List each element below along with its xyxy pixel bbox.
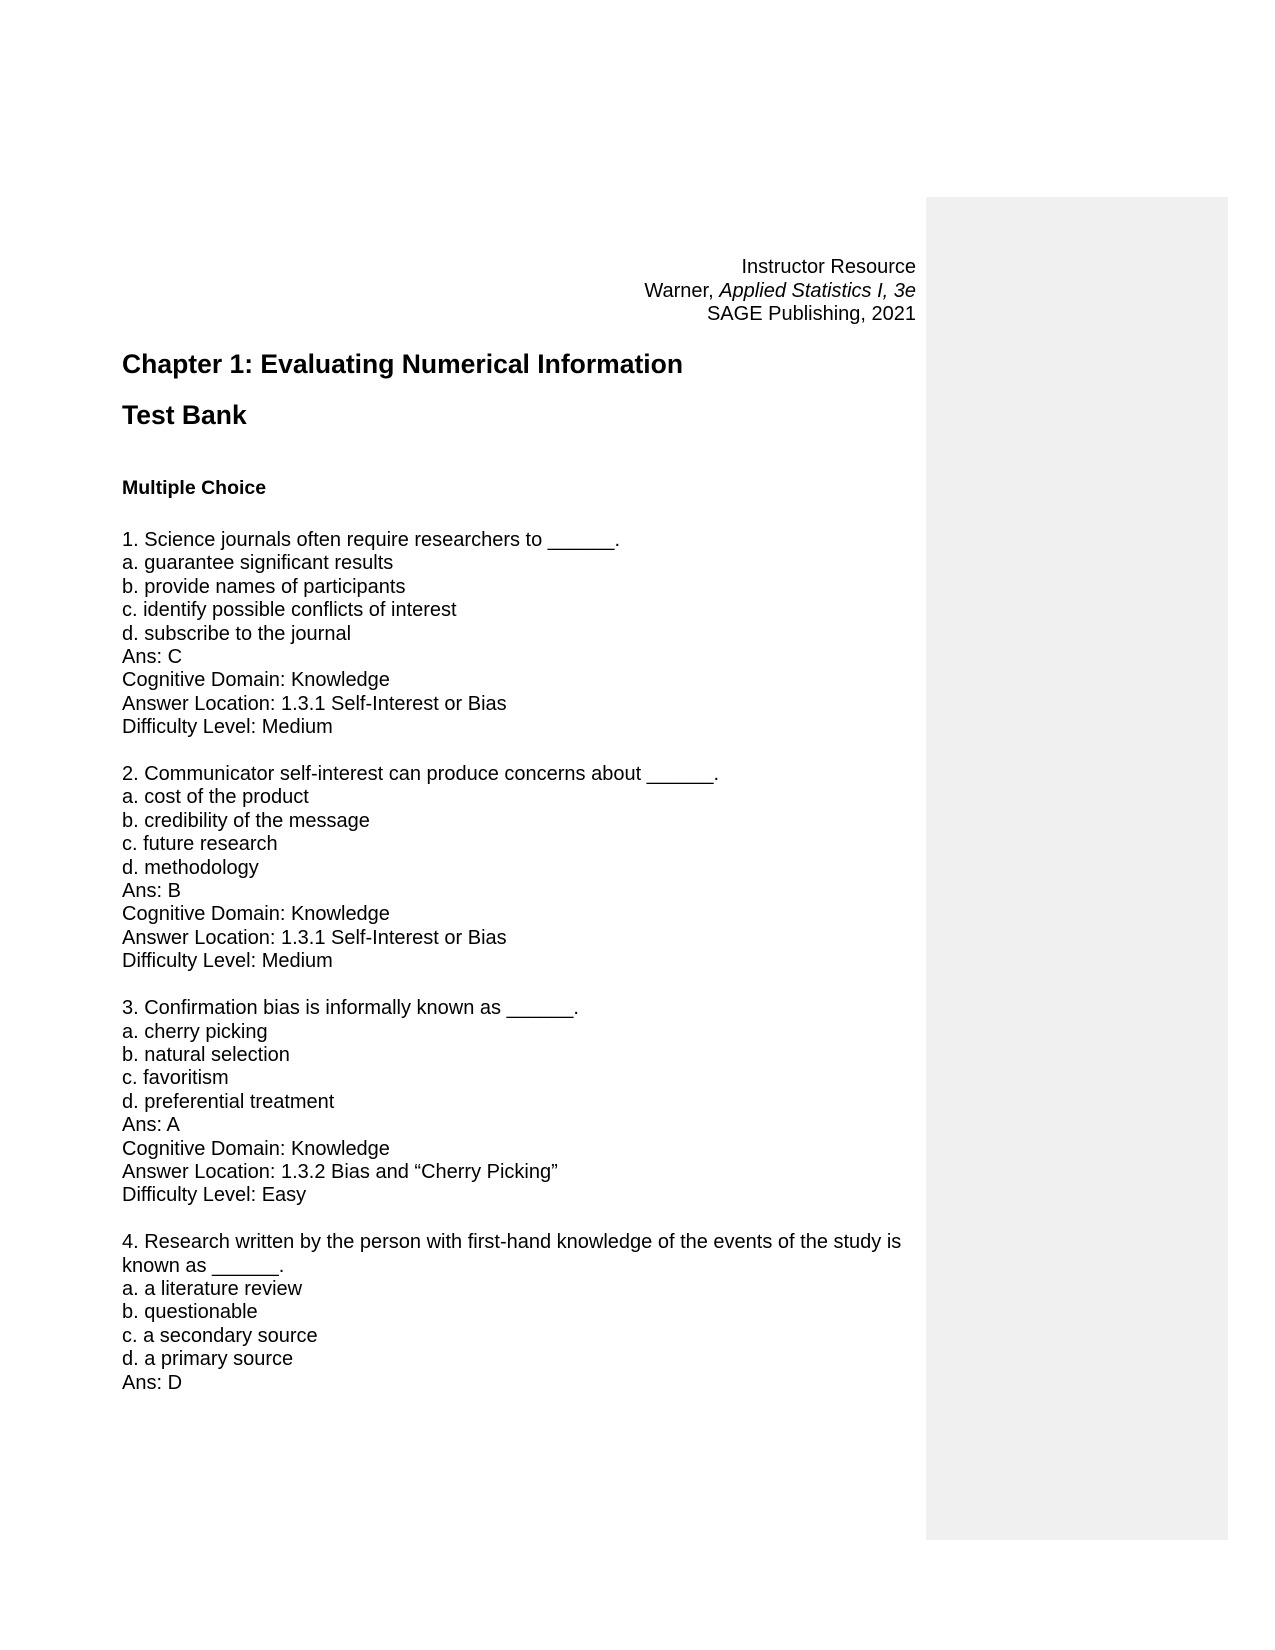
answer-option: c. future research (122, 833, 278, 856)
header-publisher-line: SAGE Publishing, 2021 (706, 303, 916, 325)
section-heading: Multiple Choice (122, 477, 267, 499)
difficulty-level: Difficulty Level: Medium (122, 950, 333, 973)
header-author: Warner, (644, 279, 720, 302)
question-stem: 1. Science journals often require researchers to ______. (122, 529, 621, 551)
answer-option: b. questionable (122, 1301, 258, 1324)
question-stem: 3. Confirmation bias is informally known as ______. (122, 997, 579, 1020)
answer-option: b. credibility of the message (122, 809, 370, 832)
answer-option: a. cost of the product (122, 786, 309, 809)
answer-option: b. natural selection (122, 1043, 290, 1066)
question-list (122, 529, 922, 1418)
cognitive-domain: Cognitive Domain: Knowledge (122, 1137, 390, 1160)
answer-key: Ans: A (122, 1114, 180, 1137)
answer-option: a. guarantee significant results (122, 552, 394, 575)
question-stem: 4. Research written by the person with first-hand knowledge of the events of the study is known as ______. (122, 1231, 902, 1277)
answer-location: Answer Location: 1.3.1 Self-Interest or Bias (122, 926, 507, 949)
question-stem: 2. Communicator self-interest can produce concerns about ______. (122, 763, 720, 786)
answer-option: c. favoritism (122, 1067, 229, 1090)
question-1 (122, 529, 922, 740)
answer-option: d. subscribe to the journal (122, 622, 352, 645)
difficulty-level: Difficulty Level: Medium (122, 716, 333, 739)
answer-option: a. a literature review (122, 1277, 303, 1300)
answer-option: c. a secondary source (122, 1324, 318, 1347)
answer-option: a. cherry picking (122, 1020, 268, 1043)
document-header (400, 256, 916, 327)
header-book-title: Applied Statistics I, 3e (719, 279, 916, 302)
answer-option: b. provide names of participants (122, 575, 406, 598)
question-3 (122, 997, 922, 1208)
header-book-line (400, 280, 916, 304)
document-subtitle: Test Bank (122, 400, 247, 430)
answer-location: Answer Location: 1.3.1 Self-Interest or Bias (122, 692, 507, 715)
difficulty-level: Difficulty Level: Easy (122, 1184, 307, 1207)
answer-option: c. identify possible conflicts of interest (122, 599, 457, 622)
answer-option: d. methodology (122, 856, 259, 879)
answer-option: d. preferential treatment (122, 1090, 335, 1113)
question-4 (122, 1231, 922, 1395)
cognitive-domain: Cognitive Domain: Knowledge (122, 669, 390, 692)
answer-key: Ans: B (122, 880, 181, 903)
comment-margin-pane (926, 197, 1228, 1540)
answer-key: Ans: C (122, 646, 183, 669)
answer-key: Ans: D (122, 1371, 183, 1394)
cognitive-domain: Cognitive Domain: Knowledge (122, 903, 390, 926)
answer-option: d. a primary source (122, 1348, 294, 1371)
chapter-title: Chapter 1: Evaluating Numerical Information (122, 349, 684, 379)
header-resource-line: Instructor Resource (741, 256, 916, 278)
question-2 (122, 763, 922, 974)
answer-location: Answer Location: 1.3.2 Bias and “Cherry Picking” (122, 1160, 558, 1183)
